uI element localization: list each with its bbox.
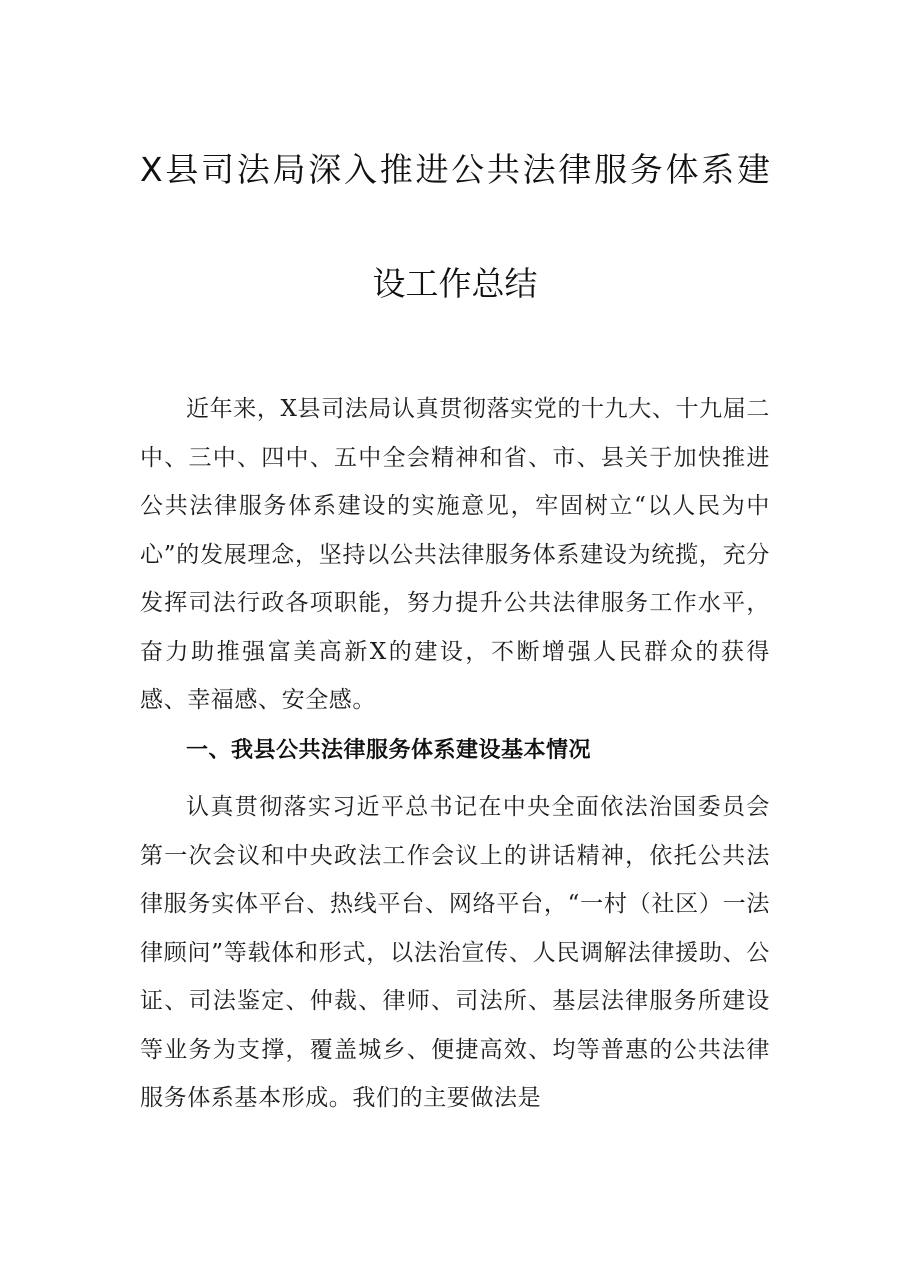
body-paragraph: 认真贯彻落实习近平总书记在中央全面依法治国委员会第一次会议和中央政法工作会议上的讲话精神，依托公共法律服务实体平台、热线平台、网络平台，“一村（社区）一法律顾问”等载体和形式，以法治宣传、人民调解法律援助、公证、司法鉴定、仲裁、律师、司法所、基层法律服务所建设等业务为支撑，覆盖城乡、便捷高效、均等普惠的公共法律服务体系基本形成。我们的主要做法是: [140, 794, 770, 1111]
document-title-line-1: X县司法局深入推进公共法律服务体系建: [140, 150, 770, 189]
section-heading-1: 一、我县公共法律服务体系建设基本情况: [186, 738, 592, 763]
document-title-line-2: 设工作总结: [372, 264, 538, 303]
intro-paragraph: 近年来，X县司法局认真贯彻落实党的十九大、十九届二中、三中、四中、五中全会精神和省、市、县关于加快推进公共法律服务体系建设的实施意见，牢固树立“以人民为中心”的发展理念，坚持以公共法律服务体系建设为统揽，充分发挥司法行政各项职能，努力提升公共法律服务工作水平，奋力助推强富美高新X的建设，不断增强人民群众的获得感、幸福感、安全感。: [140, 396, 770, 713]
